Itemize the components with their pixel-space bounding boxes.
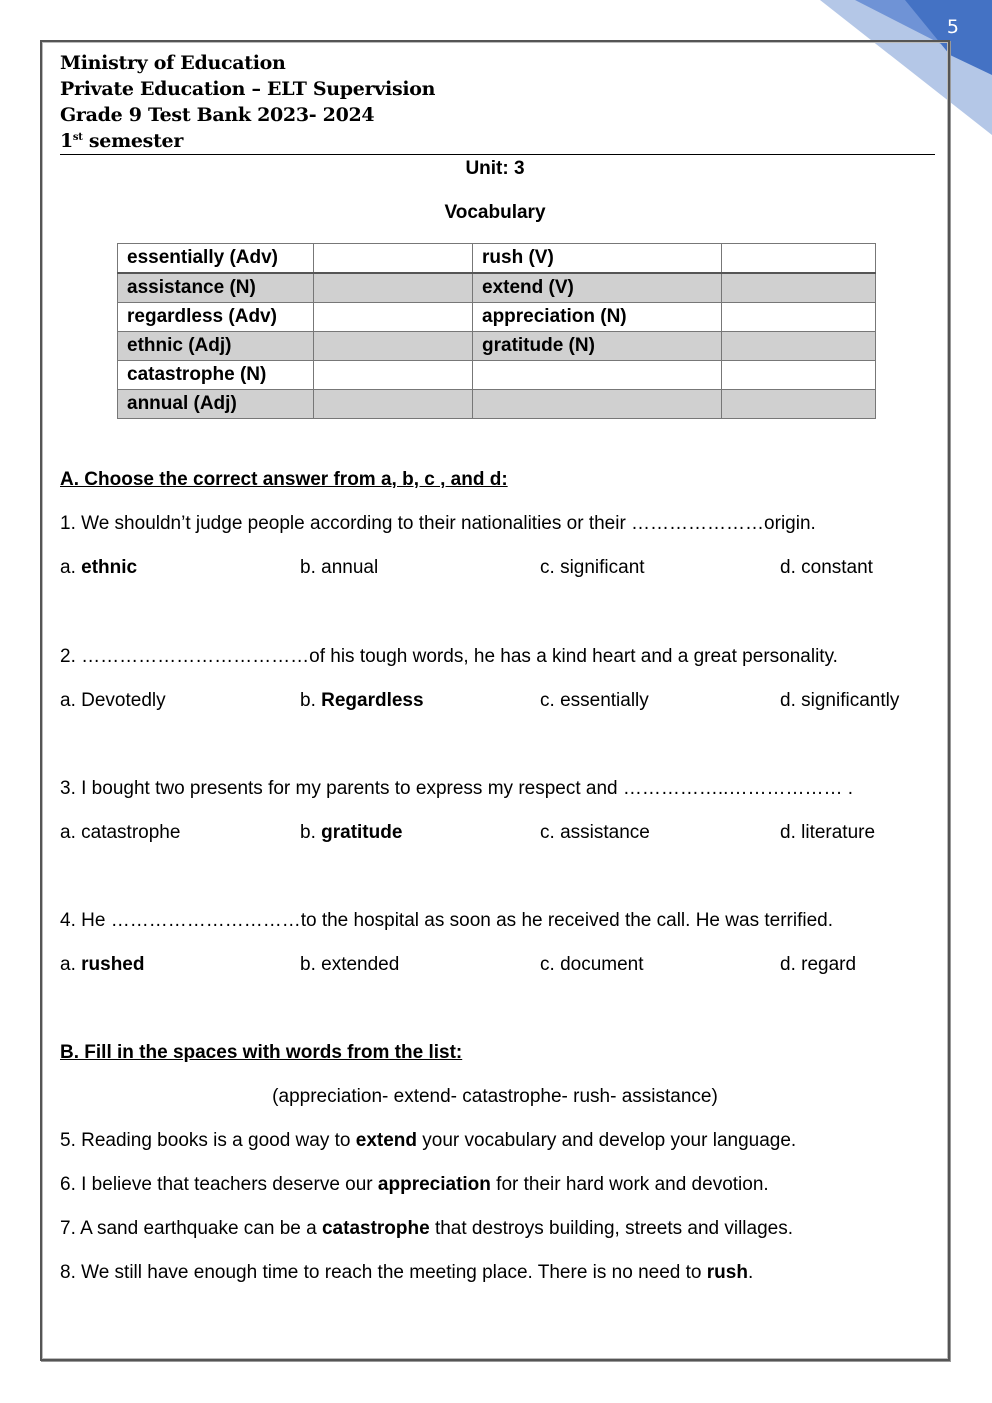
option-b: b. extended <box>300 954 400 975</box>
answer-word: appreciation <box>377 1174 491 1195</box>
vocab-word-cell: rush (V) <box>473 244 722 274</box>
vocab-row <box>118 361 876 390</box>
vocab-blank-cell <box>722 273 876 303</box>
vocab-word-cell: ethnic (Adj) <box>118 332 314 361</box>
vocabulary-table <box>117 243 876 419</box>
sentence-8: 8. We still have enough time to reach the meeting place. There is no need to rush. <box>60 1262 754 1283</box>
vocab-blank-cell <box>722 332 876 361</box>
header-grade: Grade 9 Test Bank 2023- 2024 <box>60 104 375 126</box>
option-a: a. rushed <box>60 954 145 975</box>
header-divider <box>60 154 935 155</box>
vocab-blank-cell <box>722 303 876 332</box>
vocab-blank-cell <box>722 361 876 390</box>
question-2: 2. ………………………………of his tough words, he has a kind heart and a great personality. <box>60 646 838 667</box>
vocab-row <box>118 390 876 419</box>
vocab-word-cell: assistance (N) <box>118 273 314 303</box>
vocab-blank-cell <box>722 244 876 274</box>
vocab-word-cell: gratitude (N) <box>473 332 722 361</box>
question-1: 1. We shouldn’t judge people according to their nationalities or their …………………origin. <box>60 513 816 534</box>
option-d: d. significantly <box>780 690 900 711</box>
vocab-blank-cell <box>314 390 473 419</box>
vocabulary-title: Vocabulary <box>444 202 546 223</box>
option-b: b. gratitude <box>300 822 403 843</box>
question-3: 3. I bought two presents for my parents to express my respect and ……………..……………… . <box>60 778 853 799</box>
vocab-row <box>118 303 876 332</box>
vocab-word-cell <box>473 361 722 390</box>
unit-title: Unit: 3 <box>465 158 525 179</box>
vocab-blank-cell <box>314 332 473 361</box>
page-number: 5 <box>946 16 959 38</box>
answer-word: extend <box>355 1130 417 1151</box>
vocab-blank-cell <box>314 273 473 303</box>
vocab-word-cell: catastrophe (N) <box>118 361 314 390</box>
option-c: c. assistance <box>540 822 650 843</box>
section-a-title: A. Choose the correct answer from a, b, c , and d: <box>60 469 508 490</box>
vocab-word-cell: regardless (Adv) <box>118 303 314 332</box>
option-d: d. literature <box>780 822 876 843</box>
header-department: Private Education – ELT Supervision <box>60 78 436 100</box>
vocab-word-cell: annual (Adj) <box>118 390 314 419</box>
option-a: a. catastrophe <box>60 822 181 843</box>
answer-word: catastrophe <box>321 1218 430 1239</box>
sentence-7: 7. A sand earthquake can be a catastrophe that destroys building, streets and villages. <box>60 1218 793 1239</box>
vocab-blank-cell <box>314 361 473 390</box>
vocab-blank-cell <box>722 390 876 419</box>
option-c: c. document <box>540 954 644 975</box>
vocab-word-cell: appreciation (N) <box>473 303 722 332</box>
answer-word: rush <box>706 1262 748 1283</box>
question-4: 4. He …………………………to the hospital as soon as he received the call. He was terrified. <box>60 910 833 931</box>
document-header <box>60 50 435 154</box>
vocab-word-cell: essentially (Adv) <box>118 244 314 274</box>
vocab-row <box>118 244 876 274</box>
vocab-row <box>118 273 876 303</box>
vocab-blank-cell <box>314 244 473 274</box>
vocab-word-cell: extend (V) <box>473 273 722 303</box>
option-c: c. essentially <box>540 690 649 711</box>
option-b: b. Regardless <box>300 690 424 711</box>
section-b-title: B. Fill in the spaces with words from the list: <box>60 1042 463 1063</box>
option-b: b. annual <box>300 557 379 578</box>
sentence-5: 5. Reading books is a good way to extend your vocabulary and develop your language. <box>60 1130 797 1151</box>
header-semester: 1st semester <box>60 130 184 152</box>
word-list: (appreciation- extend- catastrophe- rush- assistance) <box>272 1086 718 1107</box>
option-d: d. regard <box>780 954 857 975</box>
option-d: d. constant <box>780 557 873 578</box>
option-a: a. ethnic <box>60 557 138 578</box>
vocab-word-cell <box>473 390 722 419</box>
header-ministry: Ministry of Education <box>60 52 286 74</box>
vocab-row <box>118 332 876 361</box>
sentence-6: 6. I believe that teachers deserve our appreciation for their hard work and devotion. <box>60 1174 769 1195</box>
option-a: a. Devotedly <box>60 690 166 711</box>
vocab-blank-cell <box>314 303 473 332</box>
option-c: c. significant <box>540 557 645 578</box>
